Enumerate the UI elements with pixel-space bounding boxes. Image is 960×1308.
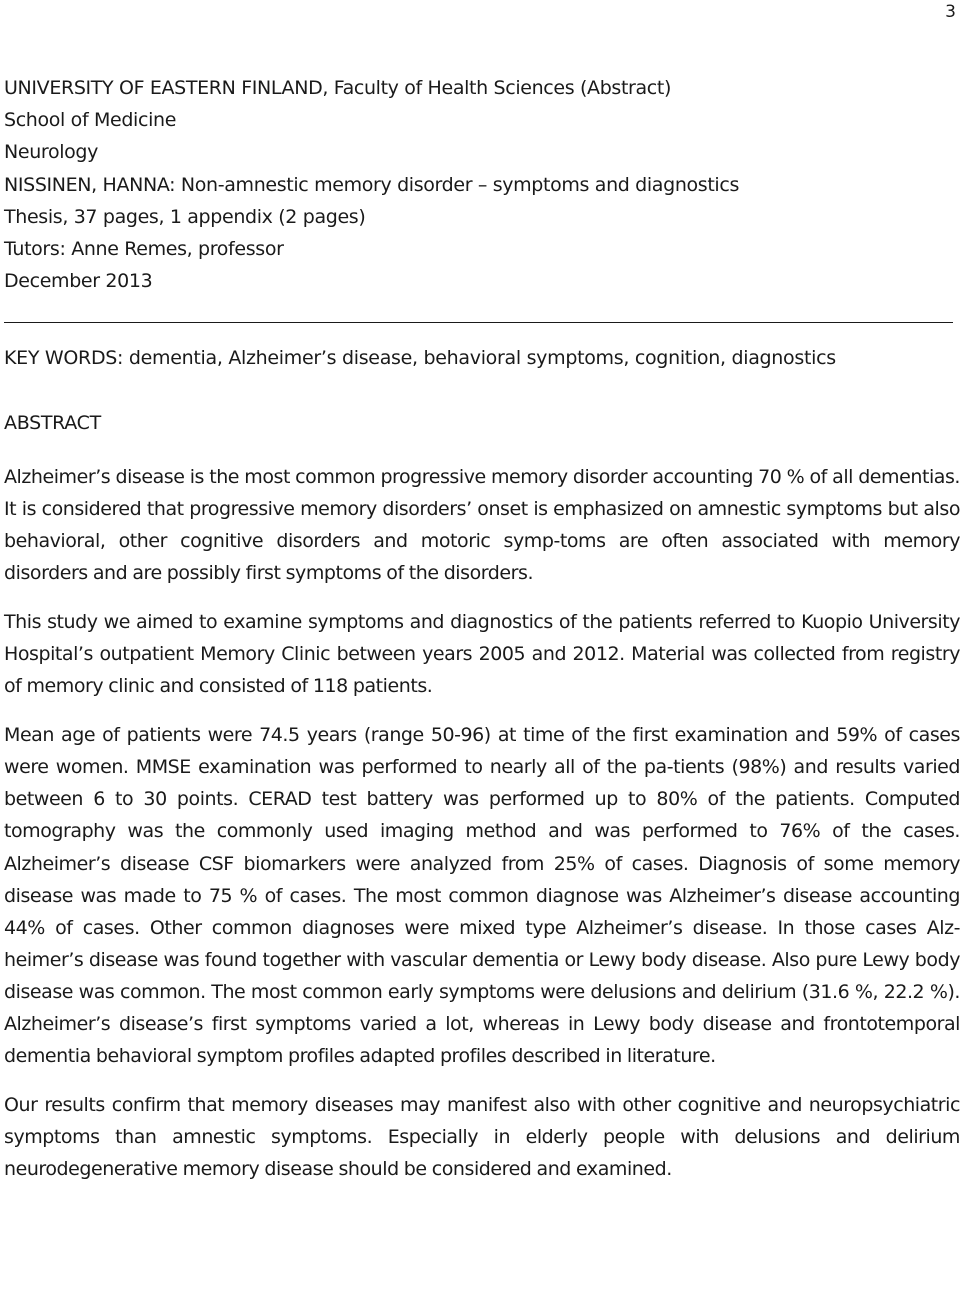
thesis-header [4,72,954,297]
abstract-paragraph-4: Our results confirm that memory diseases may manifest also with other cognitive and neuropsychiatric symptoms than amnestic symptoms. Especially in elderly people with delusions and delirium neurodegenerative memory disease should be considered and examined. [4,1093,960,1180]
header-university: UNIVERSITY OF EASTERN FINLAND, Faculty of Health Sciences (Abstract) [4,77,672,99]
abstract-paragraph-1: Alzheimer’s disease is the most common progressive memory disorder accounting 70 % of all dementias. It is considered that progressive memory disorders’ onset is emphasized on amnestic symptoms but also behavioral, other cognitive disorders and motoric symp-toms are often associated with memory disorders and are possibly first symptoms of the disorders. [4,466,960,585]
header-author-title: NISSINEN, HANNA: Non-amnestic memory disorder – symptoms and diagnostics [4,173,740,196]
page-number: 3 [945,2,956,22]
abstract-heading: ABSTRACT [4,412,101,434]
header-thesis-info: Thesis, 37 pages, 1 appendix (2 pages) [4,205,366,228]
header-department: Neurology [4,141,99,164]
header-tutors: Tutors: Anne Remes, professor [4,238,284,261]
header-school: School of Medicine [4,109,177,132]
abstract-body [4,461,960,1202]
keywords: KEY WORDS: dementia, Alzheimer’s disease, behavioral symptoms, cognition, diagnostics [4,347,836,369]
separator-rule [4,322,953,323]
abstract-paragraph-3: Mean age of patients were 74.5 years (range 50-96) at time of the first examination and 59% of cases were women. MMSE examination was performed to nearly all of the pa-tients (98%) and results varied between 6 to 30 points. CERAD test battery was performed up to 80% of the patients. Computed tomography was the commonly used imaging method and was performed to 76% of the cases. Alzheimer’s disease CSF biomarkers were analyzed from 25% of cases. Diagnosis of some memory disease was made to 75 % of cases. The most common diagnose was Alzheimer’s disease accounting 44% of cases. Other common diagnoses were mixed type Alzheimer’s disease. In those cases Alz-heimer’s disease was found together with vascular dementia or Lewy body disease. Also pure Lewy body disease was common. The most common early symptoms were delusions and delirium (31.6 %, 22.2 %). Alzheimer’s disease’s first symptoms varied a lot, whereas in Lewy body disease and frontotemporal dementia behavioral symptom profiles adapted profiles described in literature. [4,724,960,1067]
header-date: December 2013 [4,270,153,293]
abstract-paragraph-2: This study we aimed to examine symptoms and diagnostics of the patients referred to Kuopio University Hospital’s outpatient Memory Clinic between years 2005 and 2012. Material was collected from registry of memory clinic and consisted of 118 patients. [4,611,960,698]
